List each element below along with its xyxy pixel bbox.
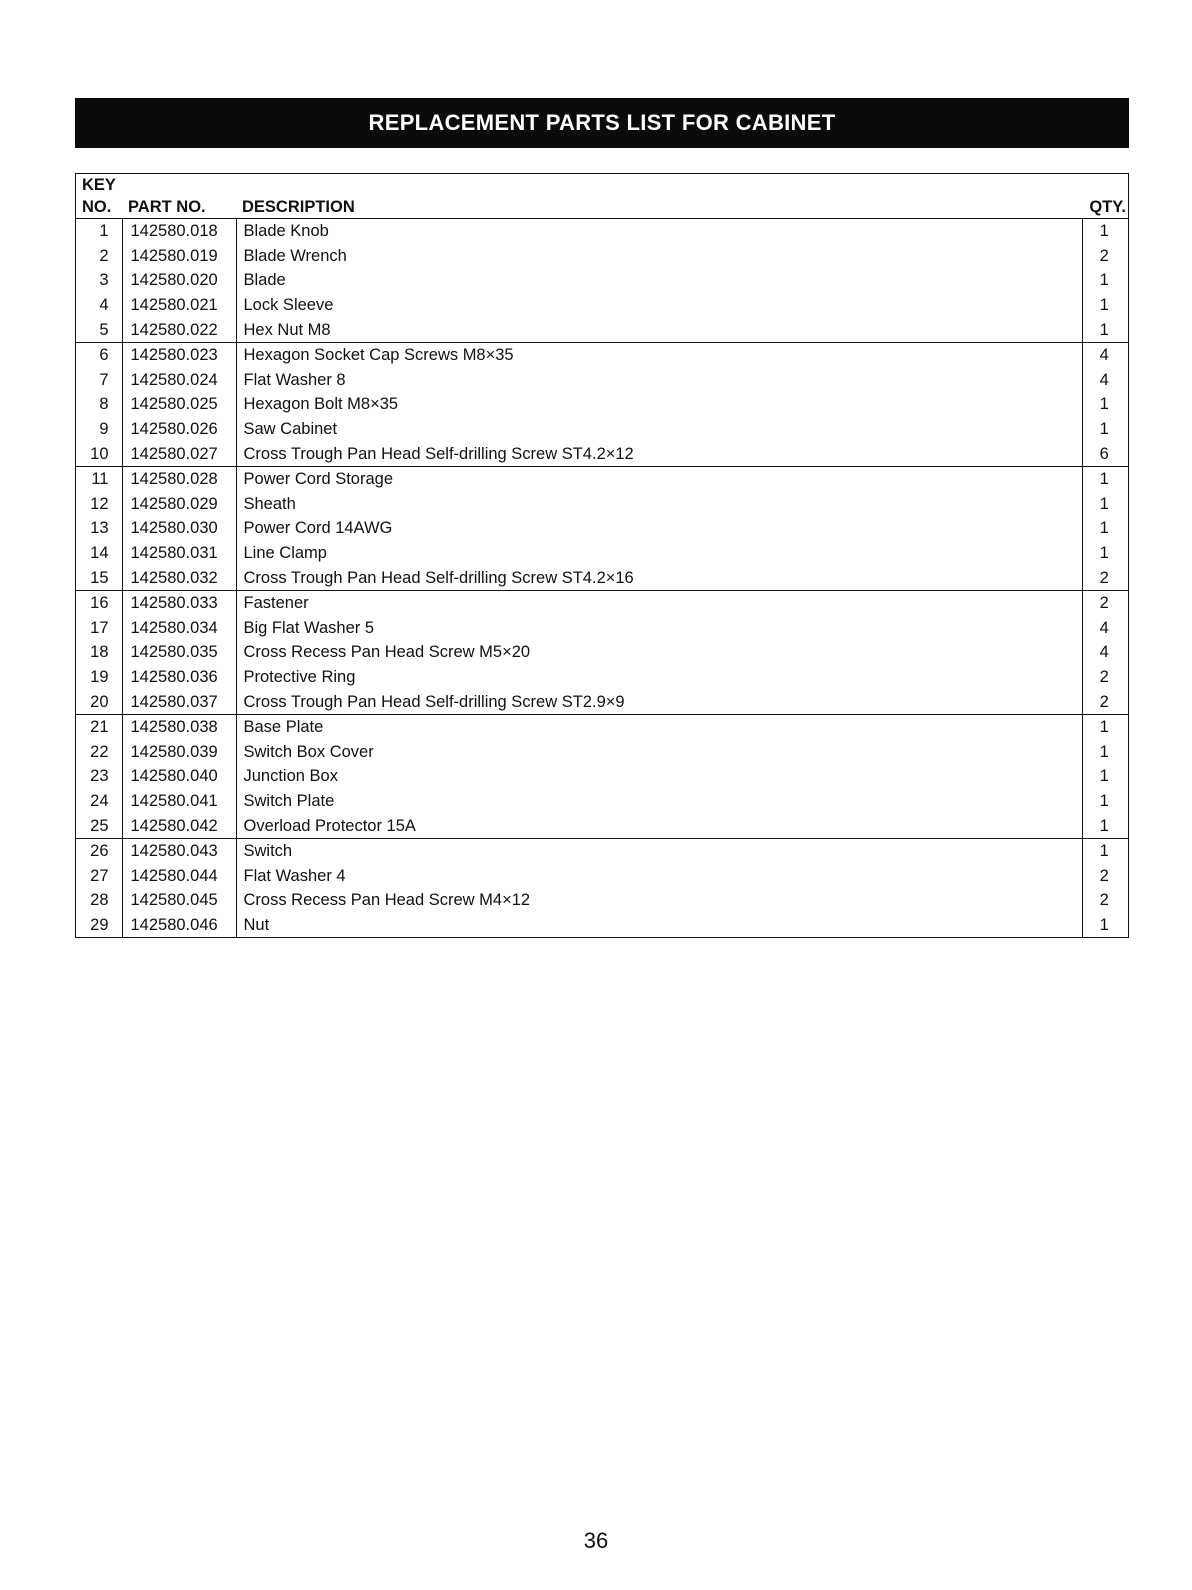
- cell-description: Nut: [236, 913, 1082, 938]
- cell-qty: 1: [1082, 317, 1128, 342]
- cell-description: Sheath: [236, 492, 1082, 517]
- cell-part-no: 142580.036: [122, 665, 236, 690]
- cell-part-no: 142580.037: [122, 689, 236, 714]
- cell-part-no: 142580.027: [122, 441, 236, 466]
- table-row: [76, 565, 1128, 590]
- cell-part-no: 142580.039: [122, 739, 236, 764]
- cell-description: Power Cord 14AWG: [236, 516, 1082, 541]
- cell-description: Flat Washer 8: [236, 368, 1082, 393]
- table-row: [76, 368, 1128, 393]
- table-row: [76, 417, 1128, 442]
- cell-description: Base Plate: [236, 714, 1082, 739]
- cell-description: Protective Ring: [236, 665, 1082, 690]
- cell-qty: 1: [1099, 519, 1109, 538]
- cell-qty: 6: [1082, 441, 1128, 466]
- cell-qty: 1: [1099, 222, 1109, 241]
- table-row: [76, 640, 1128, 665]
- table-row: [76, 888, 1128, 913]
- cell-part-no: 142580.018: [122, 219, 236, 244]
- cell-description: Blade Knob: [236, 219, 1082, 244]
- cell-part-no: 142580.021: [122, 293, 236, 318]
- cell-part-no: 142580.033: [122, 590, 236, 615]
- table-row: [76, 913, 1128, 938]
- cell-qty: 2: [1099, 866, 1109, 885]
- table-row: [76, 244, 1128, 269]
- table-row: [76, 541, 1128, 566]
- cell-description: Cross Trough Pan Head Self-drilling Screw ST4.2×16: [236, 565, 1082, 590]
- cell-key: 29: [76, 913, 122, 938]
- cell-qty: 1: [1099, 494, 1109, 513]
- cell-key: 27: [76, 863, 122, 888]
- header-description: DESCRIPTION: [236, 196, 1082, 219]
- table-row: [76, 492, 1128, 517]
- cell-qty: 1: [1099, 544, 1109, 563]
- cell-key: 24: [76, 789, 122, 814]
- cell-key: 20: [76, 689, 122, 714]
- cell-description: Blade: [236, 268, 1082, 293]
- cell-part-no: 142580.030: [122, 516, 236, 541]
- cell-description: Blade Wrench: [236, 244, 1082, 269]
- table-row: [76, 441, 1128, 466]
- cell-key: 3: [76, 268, 122, 293]
- cell-qty: 4: [1099, 346, 1109, 365]
- cell-description: Cross Recess Pan Head Screw M4×12: [236, 888, 1082, 913]
- cell-qty: 1: [1099, 271, 1109, 290]
- cell-key: 4: [76, 293, 122, 318]
- page-number: 36: [583, 1528, 609, 1553]
- table-row: [76, 665, 1128, 690]
- cell-part-no: 142580.025: [122, 392, 236, 417]
- cell-part-no: 142580.034: [122, 616, 236, 641]
- cell-key: 13: [76, 516, 122, 541]
- cell-qty: 1: [1099, 842, 1109, 861]
- cell-key: 12: [76, 492, 122, 517]
- table-row: [76, 714, 1128, 739]
- cell-part-no: 142580.026: [122, 417, 236, 442]
- cell-part-no: 142580.040: [122, 764, 236, 789]
- cell-qty: 4: [1099, 643, 1109, 662]
- cell-key: 8: [76, 392, 122, 417]
- cell-part-no: 142580.022: [122, 317, 236, 342]
- table-row: [76, 293, 1128, 318]
- cell-key: 26: [76, 838, 122, 863]
- cell-description: Hex Nut M8: [236, 317, 1082, 342]
- cell-qty: 1: [1099, 742, 1109, 761]
- cell-key: 6: [76, 342, 122, 367]
- cell-part-no: 142580.029: [122, 492, 236, 517]
- cell-qty: 4: [1099, 370, 1109, 389]
- cell-qty: 2: [1082, 565, 1128, 590]
- cell-qty: 2: [1099, 594, 1109, 613]
- table-row: [76, 739, 1128, 764]
- cell-part-no: 142580.044: [122, 863, 236, 888]
- cell-key: 7: [76, 368, 122, 393]
- cell-qty: 1: [1099, 767, 1109, 786]
- cell-part-no: 142580.019: [122, 244, 236, 269]
- table-row: [76, 317, 1128, 342]
- cell-part-no: 142580.031: [122, 541, 236, 566]
- parts-table-body: [76, 219, 1128, 938]
- cell-description: Switch: [236, 838, 1082, 863]
- cell-key: 21: [76, 714, 122, 739]
- cell-description: Junction Box: [236, 764, 1082, 789]
- cell-description: Switch Box Cover: [236, 739, 1082, 764]
- table-row: [76, 590, 1128, 615]
- cell-qty: 2: [1099, 246, 1109, 265]
- table-row: [76, 789, 1128, 814]
- parts-table: [76, 174, 1128, 937]
- header-key-line1: KEY: [82, 176, 116, 194]
- cell-description: Flat Washer 4: [236, 863, 1082, 888]
- cell-qty: 2: [1099, 891, 1109, 910]
- cell-key: 9: [76, 417, 122, 442]
- cell-qty: 1: [1082, 813, 1128, 838]
- cell-qty: 1: [1099, 470, 1109, 489]
- cell-part-no: 142580.038: [122, 714, 236, 739]
- cell-description: Saw Cabinet: [236, 417, 1082, 442]
- cell-qty: 1: [1099, 420, 1109, 439]
- cell-part-no: 142580.042: [122, 813, 236, 838]
- cell-part-no: 142580.035: [122, 640, 236, 665]
- cell-key: 5: [76, 317, 122, 342]
- cell-qty: 2: [1082, 689, 1128, 714]
- cell-qty: 1: [1099, 395, 1109, 414]
- table-row: [76, 219, 1128, 244]
- header-part-no: PART NO.: [122, 196, 236, 219]
- cell-key: 28: [76, 888, 122, 913]
- cell-key: 23: [76, 764, 122, 789]
- cell-key: 16: [76, 590, 122, 615]
- cell-qty: 1: [1099, 791, 1109, 810]
- cell-part-no: 142580.032: [122, 565, 236, 590]
- cell-part-no: 142580.045: [122, 888, 236, 913]
- cell-key: 18: [76, 640, 122, 665]
- cell-key: 10: [76, 441, 122, 466]
- parts-table-container: [75, 173, 1129, 938]
- cell-key: 14: [76, 541, 122, 566]
- cell-key: 17: [76, 616, 122, 641]
- cell-key: 11: [76, 466, 122, 491]
- table-row: [76, 268, 1128, 293]
- table-row: [76, 516, 1128, 541]
- cell-description: Switch Plate: [236, 789, 1082, 814]
- cell-qty: 1: [1099, 296, 1109, 315]
- cell-qty: 4: [1099, 618, 1109, 637]
- cell-part-no: 142580.023: [122, 342, 236, 367]
- cell-part-no: 142580.028: [122, 466, 236, 491]
- cell-description: Cross Recess Pan Head Screw M5×20: [236, 640, 1082, 665]
- cell-key: 25: [76, 813, 122, 838]
- cell-qty: 2: [1099, 667, 1109, 686]
- cell-part-no: 142580.043: [122, 838, 236, 863]
- header-key-line2: NO.: [76, 196, 122, 219]
- table-row: [76, 616, 1128, 641]
- table-row: [76, 764, 1128, 789]
- cell-description: Line Clamp: [236, 541, 1082, 566]
- parts-table-header: [76, 174, 1128, 219]
- cell-part-no: 142580.020: [122, 268, 236, 293]
- table-row: [76, 466, 1128, 491]
- cell-description: Hexagon Socket Cap Screws M8×35: [236, 342, 1082, 367]
- header-qty: QTY.: [1082, 196, 1128, 219]
- table-row: [76, 689, 1128, 714]
- cell-description: Big Flat Washer 5: [236, 616, 1082, 641]
- cell-key: 22: [76, 739, 122, 764]
- table-row: [76, 392, 1128, 417]
- page-title: REPLACEMENT PARTS LIST FOR CABINET: [75, 98, 1129, 148]
- cell-key: 1: [76, 219, 122, 244]
- cell-part-no: 142580.041: [122, 789, 236, 814]
- cell-description: Hexagon Bolt M8×35: [236, 392, 1082, 417]
- cell-qty: 1: [1099, 718, 1109, 737]
- cell-key: 19: [76, 665, 122, 690]
- cell-description: Cross Trough Pan Head Self-drilling Screw ST2.9×9: [236, 689, 1082, 714]
- table-row: [76, 863, 1128, 888]
- cell-description: Fastener: [236, 590, 1082, 615]
- cell-description: Overload Protector 15A: [236, 813, 1082, 838]
- table-row: [76, 813, 1128, 838]
- cell-part-no: 142580.024: [122, 368, 236, 393]
- cell-description: Cross Trough Pan Head Self-drilling Screw ST4.2×12: [236, 441, 1082, 466]
- table-row: [76, 838, 1128, 863]
- cell-description: Lock Sleeve: [236, 293, 1082, 318]
- cell-qty: 1: [1099, 915, 1109, 934]
- cell-key: 15: [76, 565, 122, 590]
- cell-description: Power Cord Storage: [236, 466, 1082, 491]
- cell-key: 2: [76, 244, 122, 269]
- cell-part-no: 142580.046: [122, 913, 236, 938]
- table-row: [76, 342, 1128, 367]
